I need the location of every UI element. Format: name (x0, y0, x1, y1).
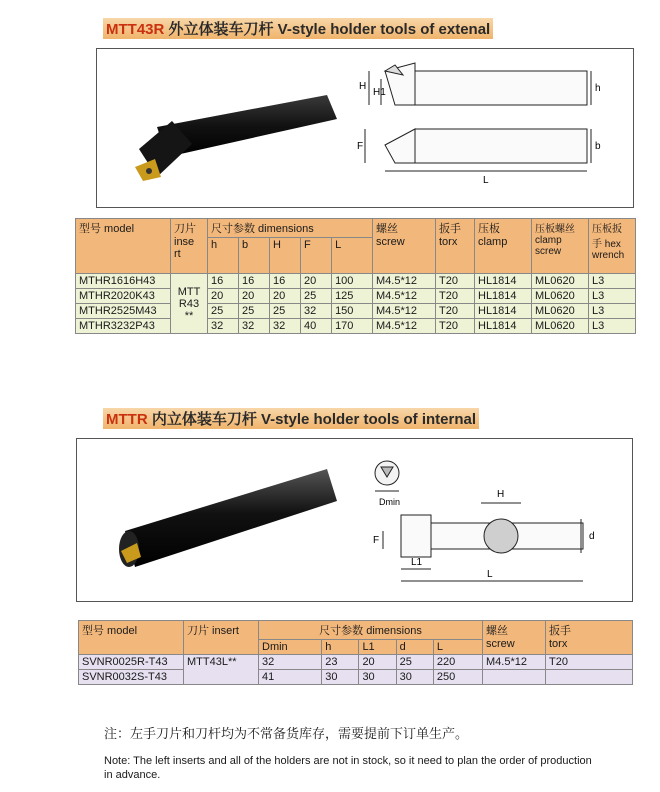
cell-L1: 30 (359, 670, 396, 685)
section2-title (103, 408, 479, 429)
cell-b: 20 (239, 289, 270, 304)
cell-clamp: HL1814 (475, 304, 532, 319)
cell-h: 25 (208, 304, 239, 319)
cell-model: MTHR3232P43 (76, 319, 171, 334)
L1-header: L1 (359, 640, 396, 655)
cell-b: 16 (239, 274, 270, 289)
screw-header-en: screw (486, 638, 515, 650)
insert-header (171, 219, 208, 274)
insert-value-line2: R43 (178, 297, 200, 310)
cell-wrench: L3 (589, 274, 636, 289)
cell-model: MTHR1616H43 (76, 274, 171, 289)
torx-header (546, 621, 633, 655)
cell-H: 16 (270, 274, 301, 289)
clamp-header-en: clamp (478, 236, 508, 248)
screw-header-en: screw (376, 236, 405, 248)
cell-clamp-screw: ML0620 (532, 274, 589, 289)
insert-value-line1: MTT (177, 285, 201, 298)
dimensions-header: 尺寸参数 dimensions (208, 219, 373, 238)
L-header: L (433, 640, 482, 655)
cell-clamp: HL1814 (475, 289, 532, 304)
cell-H: 25 (270, 304, 301, 319)
cell-screw (483, 670, 546, 685)
dimensions-header: 尺寸参数 dimensions (259, 621, 483, 640)
insert-header: 刀片 insert (184, 621, 259, 655)
dim-H-label: H (497, 489, 505, 500)
cell-clamp-screw: ML0620 (532, 304, 589, 319)
dim-F-label: F (373, 535, 380, 546)
cell-screw: M4.5*12 (373, 274, 436, 289)
cell-Dmin: 32 (259, 655, 322, 670)
cell-H: 32 (270, 319, 301, 334)
cell-torx: T20 (436, 304, 475, 319)
b-header: b (239, 238, 270, 274)
external-holder-drawing (355, 49, 625, 205)
cell-screw: M4.5*12 (373, 319, 436, 334)
cell-model: MTHR2525M43 (76, 304, 171, 319)
cell-screw: M4.5*12 (373, 304, 436, 319)
Dmin-header: Dmin (259, 640, 322, 655)
clamp-screw-header-cn: 压板螺丝 (535, 224, 575, 235)
cell-model: SVNR0025R-T43 (79, 655, 184, 670)
dim-L1-label: L1 (411, 557, 423, 568)
cell-d: 30 (396, 670, 433, 685)
cell-L1: 20 (359, 655, 396, 670)
cell-clamp-screw: ML0620 (532, 289, 589, 304)
cell-h: 32 (208, 319, 239, 334)
dim-Dmin-label: Dmin (379, 497, 401, 507)
clamp-screw-header-en1: clamp (535, 235, 562, 246)
insert-value-cell: MTT43L** (184, 655, 259, 685)
clamp-header (475, 219, 532, 274)
table-row (79, 655, 633, 670)
cell-screw: M4.5*12 (483, 655, 546, 670)
dim-L-label: L (487, 569, 493, 580)
dim-h-label: h (595, 83, 601, 94)
internal-holder-table (78, 620, 633, 685)
screw-header (373, 219, 436, 274)
table-row (76, 304, 636, 319)
external-holder-table (75, 218, 636, 334)
internal-holder-drawing (349, 439, 629, 599)
internal-holder-photo (77, 439, 347, 599)
table-row (79, 670, 633, 685)
cell-clamp-screw: ML0620 (532, 319, 589, 334)
cell-Dmin: 41 (259, 670, 322, 685)
cell-h: 20 (208, 289, 239, 304)
insert-header-line3: rt (174, 248, 181, 260)
dim-H-label: H (359, 81, 367, 92)
cell-torx: T20 (546, 655, 633, 670)
external-holder-photo (97, 49, 357, 205)
clamp-header-cn: 压板 (478, 223, 500, 235)
cell-b: 25 (239, 304, 270, 319)
cell-d: 25 (396, 655, 433, 670)
table-row (76, 289, 636, 304)
model-header: 型号 model (76, 219, 171, 274)
section2-title-brand: MTTR (106, 411, 148, 428)
cell-L: 250 (433, 670, 482, 685)
dim-H1-label: H1 (373, 87, 386, 98)
cell-model: MTHR2020K43 (76, 289, 171, 304)
cell-torx: T20 (436, 274, 475, 289)
cell-h: 23 (322, 655, 359, 670)
cell-L: 150 (332, 304, 373, 319)
torx-header (436, 219, 475, 274)
section1-title (103, 18, 493, 39)
cell-L: 170 (332, 319, 373, 334)
cell-L: 125 (332, 289, 373, 304)
hex-wrench-header-cn: 压板扳 (592, 224, 622, 235)
section2-title-text: 内立体装车刀杆 V-style holder tools of internal (147, 411, 477, 428)
cell-clamp: HL1814 (475, 319, 532, 334)
model-header: 型号 model (79, 621, 184, 655)
cell-h: 16 (208, 274, 239, 289)
cell-torx: T20 (436, 319, 475, 334)
cell-F: 32 (301, 304, 332, 319)
cell-h: 30 (322, 670, 359, 685)
L-header: L (332, 238, 373, 274)
cell-torx (546, 670, 633, 685)
d-header: d (396, 640, 433, 655)
dim-F-label: F (357, 141, 364, 152)
cell-L: 100 (332, 274, 373, 289)
cell-clamp: HL1814 (475, 274, 532, 289)
cell-wrench: L3 (589, 289, 636, 304)
hex-wrench-header-en1: 手 hex (592, 239, 621, 250)
H-header: H (270, 238, 301, 274)
section1-illustration-box (96, 48, 634, 208)
cell-model: SVNR0032S-T43 (79, 670, 184, 685)
cell-b: 32 (239, 319, 270, 334)
cell-screw: M4.5*12 (373, 289, 436, 304)
insert-header-line2: inse (174, 236, 195, 248)
note-chinese: 注：左手刀片和刀杆均为不常备货库存，需要提前下订单生产。 (104, 726, 469, 741)
h-header: h (322, 640, 359, 655)
screw-header (483, 621, 546, 655)
hex-wrench-header-en2: wrench (592, 250, 625, 261)
cell-torx: T20 (436, 289, 475, 304)
section2-illustration-box (76, 438, 633, 602)
torx-header-en: torx (549, 638, 568, 650)
dim-b-label: b (595, 141, 601, 152)
torx-header-en: torx (439, 236, 458, 248)
insert-header-line1: 刀片 (174, 223, 196, 235)
h-header: h (208, 238, 239, 274)
note-english: Note: The left inserts and all of the holders are not in stock, so it need to plan the order of production in advance. (104, 755, 592, 781)
table-header-row (79, 621, 633, 640)
cell-wrench: L3 (589, 304, 636, 319)
dim-d-label: d (589, 531, 595, 542)
table-header-row (76, 219, 636, 238)
dim-L-label: L (483, 175, 489, 186)
clamp-screw-header-en2: screw (535, 246, 562, 257)
clamp-screw-header (532, 219, 589, 274)
table-row (76, 319, 636, 334)
section1-title-text: 外立体装车刀杆 V-style holder tools of extenal (164, 21, 491, 38)
section1-title-brand: MTT43R (106, 21, 165, 38)
insert-value-line3: ** (184, 309, 194, 322)
cell-H: 20 (270, 289, 301, 304)
hex-wrench-header (589, 219, 636, 274)
screw-header-cn: 螺丝 (376, 223, 398, 235)
torx-header-cn: 扳手 (549, 625, 571, 637)
F-header: F (301, 238, 332, 274)
insert-value-cell (171, 274, 208, 334)
cell-F: 20 (301, 274, 332, 289)
table-row (76, 274, 636, 289)
cell-F: 25 (301, 289, 332, 304)
torx-header-cn: 扳手 (439, 223, 461, 235)
cell-wrench: L3 (589, 319, 636, 334)
cell-F: 40 (301, 319, 332, 334)
cell-L: 220 (433, 655, 482, 670)
screw-header-cn: 螺丝 (486, 625, 508, 637)
